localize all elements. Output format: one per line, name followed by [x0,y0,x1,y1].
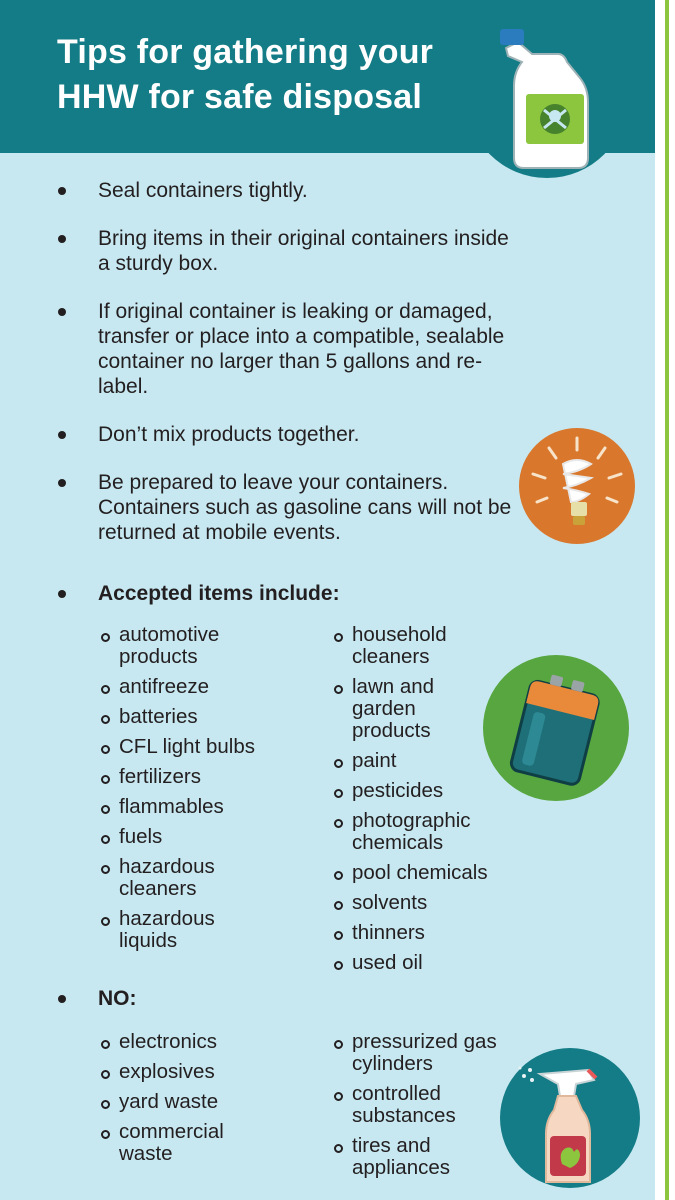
sub-bullet-icon [101,775,110,784]
list-item: Don’t mix products together. [50,422,520,447]
sub-bullet-icon [334,871,343,880]
list-item: fuels [100,826,300,848]
list-item: Be prepared to leave your containers. Containers such as gasoline cans will not be returned at mobile events. [50,470,520,545]
sub-bullet-icon [334,789,343,798]
bullet-icon [58,995,66,1003]
page-edge-line [665,0,669,1200]
sub-bullet-icon [334,759,343,768]
title-line-1: Tips for gathering your [57,33,434,71]
sub-bullet-icon [101,1040,110,1049]
bullet-icon [58,590,66,598]
sub-bullet-icon [101,917,110,926]
spray-bottle-icon [500,1048,640,1188]
battery-icon [483,655,629,801]
sub-bullet-icon [101,1070,110,1079]
page-title [57,30,433,120]
rejected-heading: NO: [50,986,137,1011]
sub-bullet-icon [101,1130,110,1139]
bullet-icon [58,431,66,439]
list-item: used oil [333,952,513,974]
bullet-icon [58,187,66,195]
jug-icon [466,16,628,178]
bullet-icon [58,308,66,316]
sub-bullet-icon [101,745,110,754]
list-item: yard waste [100,1091,300,1113]
list-item: lawn and garden products [333,676,472,742]
tips-list [50,178,520,568]
list-item: batteries [100,706,300,728]
rejected-list-col2 [333,1031,513,1187]
list-item: controlled substances [333,1083,482,1127]
list-item: pesticides [333,780,513,802]
cfl-bulb-icon [519,428,635,544]
bullet-icon [58,479,66,487]
sub-bullet-icon [334,685,343,694]
sub-bullet-icon [334,1092,343,1101]
bullet-icon [58,235,66,243]
sub-bullet-icon [334,931,343,940]
list-item: photographic chemicals [333,810,502,854]
list-item: electronics [100,1031,300,1053]
list-item: Bring items in their original containers inside a sturdy box. [50,226,520,276]
list-item: pool chemicals [333,862,513,884]
sub-bullet-icon [101,633,110,642]
list-item: commercial waste [100,1121,259,1165]
list-item: automotive products [100,624,259,668]
list-item: fertilizers [100,766,300,788]
list-item: thinners [333,922,513,944]
list-item: solvents [333,892,513,914]
list-item: tires and appliances [333,1135,472,1179]
list-item: antifreeze [100,676,300,698]
list-item: If original container is leaking or damaged, transfer or place into a compatible, sealable container no larger than 5 gallons and re-label. [50,299,520,399]
sub-bullet-icon [334,961,343,970]
title-line-2: HHW for safe disposal [57,78,423,116]
list-item: household cleaners [333,624,487,668]
list-item: hazardous liquids [100,908,234,952]
sub-bullet-icon [101,715,110,724]
sub-bullet-icon [101,685,110,694]
list-item: explosives [100,1061,300,1083]
accepted-heading: Accepted items include: [50,581,340,606]
sub-bullet-icon [334,901,343,910]
sub-bullet-icon [334,819,343,828]
list-item: CFL light bulbs [100,736,300,758]
sub-bullet-icon [101,1100,110,1109]
list-item: flammables [100,796,300,818]
sub-bullet-icon [101,835,110,844]
list-item: hazardous cleaners [100,856,234,900]
list-item: pressurized gas cylinders [333,1031,532,1075]
sub-bullet-icon [334,1144,343,1153]
list-item: paint [333,750,513,772]
rejected-list-col1 [100,1031,300,1173]
accepted-list-col1 [100,624,300,960]
sub-bullet-icon [101,805,110,814]
sub-bullet-icon [334,633,343,642]
sub-bullet-icon [334,1040,343,1049]
sub-bullet-icon [101,865,110,874]
list-item: Seal containers tightly. [50,178,520,203]
